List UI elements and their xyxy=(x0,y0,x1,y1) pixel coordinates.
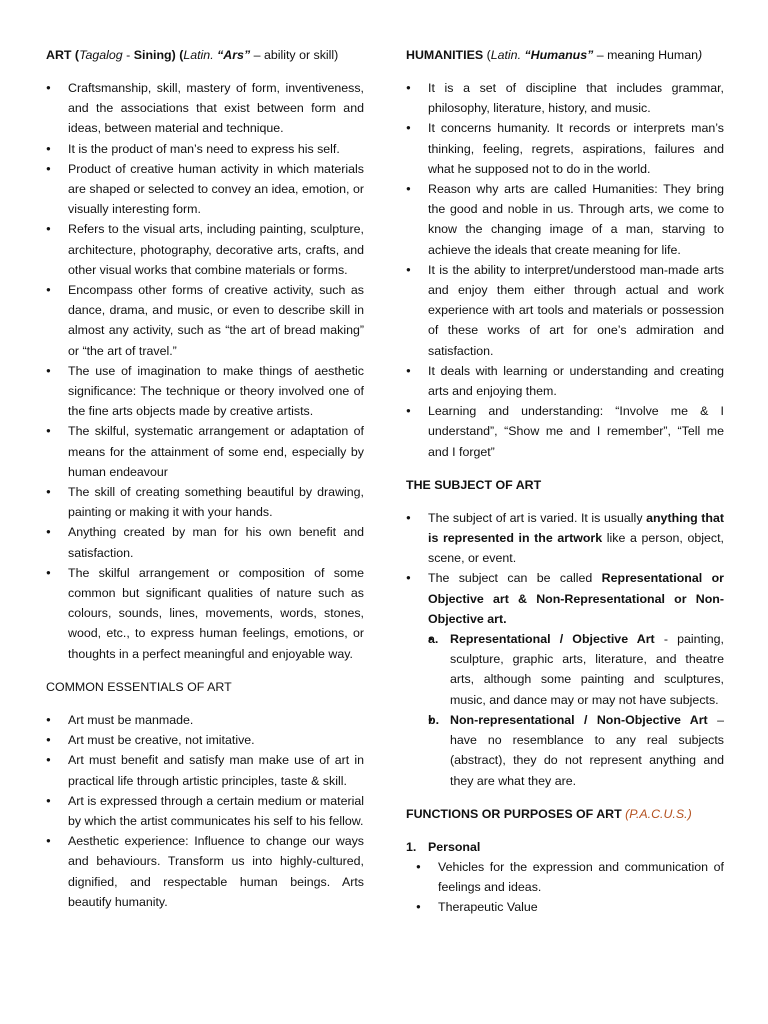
list-item: ● It concerns humanity. It records or interprets man’s thinking, feeling, regrets, aspirations, failures and what he supposed not to do in the world. xyxy=(406,118,724,179)
right-column xyxy=(406,46,724,918)
list-item: ● It is a set of discipline that includes grammar, philosophy, literature, history, and music. xyxy=(406,78,724,118)
list-item: ● Anything created by man for his own benefit and satisfaction. xyxy=(46,522,364,562)
art-definition-list xyxy=(46,78,364,664)
list-item: ● Therapeutic Value xyxy=(416,897,724,917)
list-item: ● Art must benefit and satisfy man make use of art in practical life through artistic principles, taste & skill. xyxy=(46,750,364,790)
functions-heading: FUNCTIONS OR PURPOSES OF ART (P.A.C.U.S.) xyxy=(406,806,692,821)
list-item: ● Encompass other forms of creative activity, such as dance, drama, and music, or even to describe skill in almost any activity, such as “the art of bread making” or “the art of travel.” xyxy=(46,280,364,361)
subject-list xyxy=(406,508,724,791)
list-item: ● It deals with learning or understanding and creating arts and enjoying them. xyxy=(406,361,724,401)
list-item: ● The subject can be called Representational or Objective art & Non-Representational or Non-Objective art. ● a. Representational / Objective Art - painting, sculpture, graphic arts, literature, and theatre arts, although some painting and sculptures, music, and dance may or may not have subjects. ● b. Non-representational / Non-Objective Art – have no resemblance to any real subjects (abstract), they do not represent anything and they are what they are. xyxy=(406,568,724,790)
numbered-item: 1. Personal xyxy=(406,839,481,854)
list-item: ● Art must be manmade. xyxy=(46,710,364,730)
list-item: ● Product of creative human activity in which materials are shaped or selected to convey an idea, emotion, or visually interesting form. xyxy=(46,159,364,220)
list-item: ● The use of imagination to make things of aesthetic significance: The technique or theory involved one of the fine arts objects made by creative artists. xyxy=(46,361,364,422)
list-item: ● Art is expressed through a certain medium or material by which the artist communicates his self to his fellow. xyxy=(46,791,364,831)
list-item: ● It is the product of man’s need to express his self. xyxy=(46,139,364,159)
list-item: ● The skill of creating something beautiful by drawing, painting or making it with your hands. xyxy=(46,482,364,522)
list-item: ● Refers to the visual arts, including painting, sculpture, architecture, photography, decorative arts, crafts, and other visual works that combine materials or forms. xyxy=(46,219,364,280)
list-item: ● Craftsmanship, skill, mastery of form, inventiveness, and the associations that exist between form and ideas, between material and technique. xyxy=(46,78,364,139)
functions-list xyxy=(406,837,724,857)
list-item: ● Learning and understanding: “Involve me & I understand”, “Show me and I remember”, “Tell me and I forget” xyxy=(406,401,724,462)
subject-heading: THE SUBJECT OF ART xyxy=(406,477,542,492)
personal-list xyxy=(416,857,724,918)
list-item: ● It is the ability to interpret/understood man-made arts and enjoy them either through actual and work experience with art tools and materials or possession of these works of art for one’s admiration and satisfaction. xyxy=(406,260,724,361)
sublist-item: ● a. Representational / Objective Art - painting, sculpture, graphic arts, literature, and theatre arts, although some painting and sculptures, music, and dance may or may not have subjects. xyxy=(428,629,724,710)
list-item: ● Aesthetic experience: Influence to change our ways and behaviours. Transform us into highly-cultured, dignified, and respectable human beings. Arts beautify humanity. xyxy=(46,831,364,912)
list-item: ● The skilful, systematic arrangement or adaptation of means for the attainment of some end, especially by human endeavour xyxy=(46,421,364,482)
list-item: ● Reason why arts are called Humanities: They bring the good and noble in us. Through arts, we come to know the changing image of a man, starving to achieve the ideals that create meaning for life. xyxy=(406,179,724,260)
left-column xyxy=(46,46,364,912)
sublist-item: ● b. Non-representational / Non-Objective Art – have no resemblance to any real subjects (abstract), they do not represent anything and they are what they are. xyxy=(428,710,724,791)
essentials-list xyxy=(46,710,364,912)
humanities-heading: HUMANITIES (Latin. “Humanus” – meaning Human) xyxy=(406,48,703,62)
humanities-list xyxy=(406,78,724,462)
art-heading: ART (Tagalog - Sining) (Latin. “Ars” – ability or skill) xyxy=(46,48,339,62)
list-item: ● The subject of art is varied. It is usually anything that is represented in the artwork like a person, object, scene, or event. xyxy=(406,508,724,569)
essentials-heading: COMMON ESSENTIALS OF ART xyxy=(46,679,232,694)
subject-sublist xyxy=(428,629,724,791)
list-item: ● Vehicles for the expression and communication of feelings and ideas. xyxy=(416,857,724,897)
list-item: ● Art must be creative, not imitative. xyxy=(46,730,364,750)
list-item: ● The skilful arrangement or composition of some common but significant qualities of nature such as colours, sounds, lines, movements, words, stones, wood, etc., to express human feelings, emotions, or thoughts in a perfect meaningful and enjoyable way. xyxy=(46,563,364,664)
